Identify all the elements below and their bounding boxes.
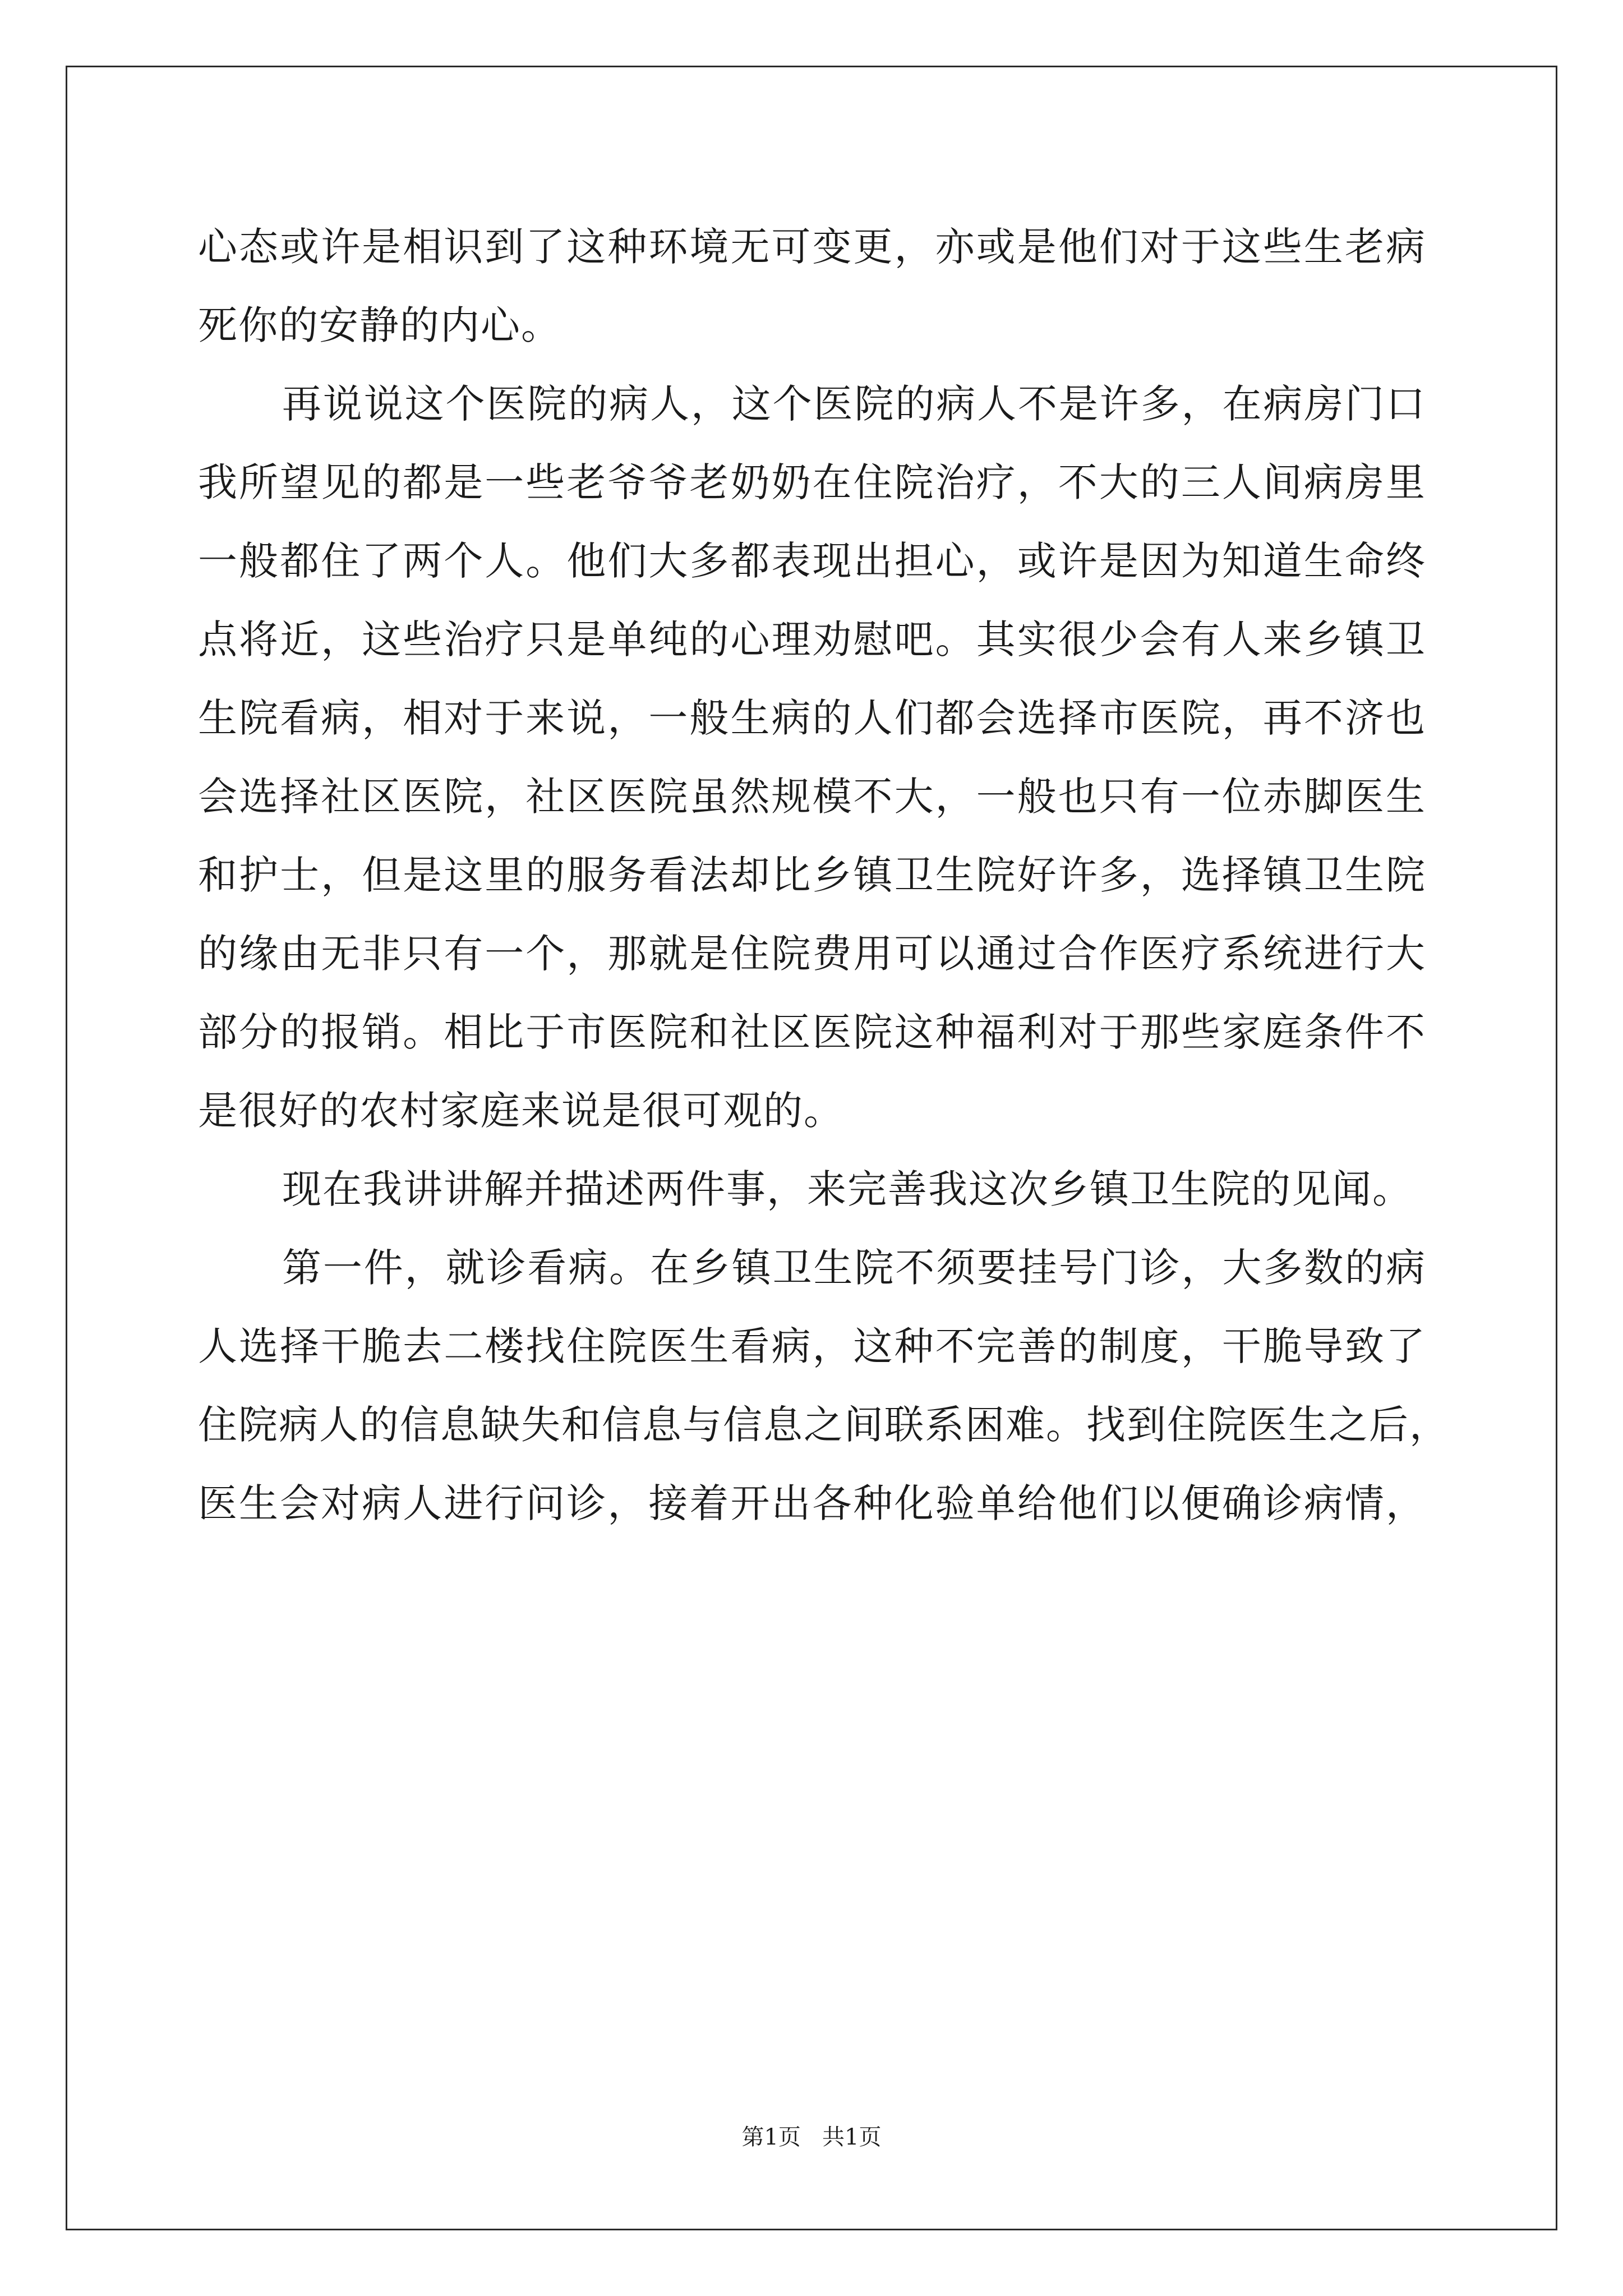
text-line: 心态或许是相识到了这种环境无可变更，亦或是他们对于这些生老病 — [198, 224, 1426, 270]
paragraph-first-line: 第一件，就诊看病。在乡镇卫生院不须要挂号门诊，大多数的病 — [282, 1245, 1426, 1291]
text-line: 我所望见的都是一些老爷爷老奶奶在住院治疗，不大的三人间病房里 — [198, 459, 1426, 505]
text-line: 生院看病，相对于来说，一般生病的人们都会选择市医院，再不济也 — [198, 695, 1426, 741]
paragraph-first-line: 再说说这个医院的病人，这个医院的病人不是许多，在病房门口 — [282, 381, 1426, 427]
text-line: 会选择社区医院，社区医院虽然规模不大，一般也只有一位赤脚医生 — [198, 774, 1426, 820]
text-line: 人选择干脆去二楼找住院医生看病，这种不完善的制度，干脆导致了 — [198, 1323, 1426, 1369]
page-number-footer: 第1页 共1页 — [741, 2124, 882, 2150]
paragraph-first-line: 现在我讲讲解并描述两件事，来完善我这次乡镇卫生院的见闻。 — [282, 1166, 1413, 1212]
text-line: 住院病人的信息缺失和信息与信息之间联系困难。找到住院医生之后， — [198, 1402, 1450, 1448]
text-line: 死你的安静的内心。 — [198, 302, 561, 348]
document-body — [198, 208, 1450, 1543]
text-line: 医生会对病人进行问诊，接着开出各种化验单给他们以便确诊病情， — [198, 1480, 1426, 1526]
text-line: 和护士，但是这里的服务看法却比乡镇卫生院好许多，选择镇卫生院 — [198, 852, 1426, 898]
text-line: 的缘由无非只有一个，那就是住院费用可以通过合作医疗系统进行大 — [198, 931, 1426, 977]
text-line: 点将近，这些治疗只是单纯的心理劝慰吧。其实很少会有人来乡镇卫 — [198, 616, 1426, 662]
text-line: 一般都住了两个人。他们大多都表现出担心，或许是因为知道生命终 — [198, 538, 1426, 584]
text-line: 是很好的农村家庭来说是很可观的。 — [198, 1088, 844, 1134]
text-line: 部分的报销。相比于市医院和社区医院这种福利对于那些家庭条件不 — [198, 1009, 1426, 1055]
